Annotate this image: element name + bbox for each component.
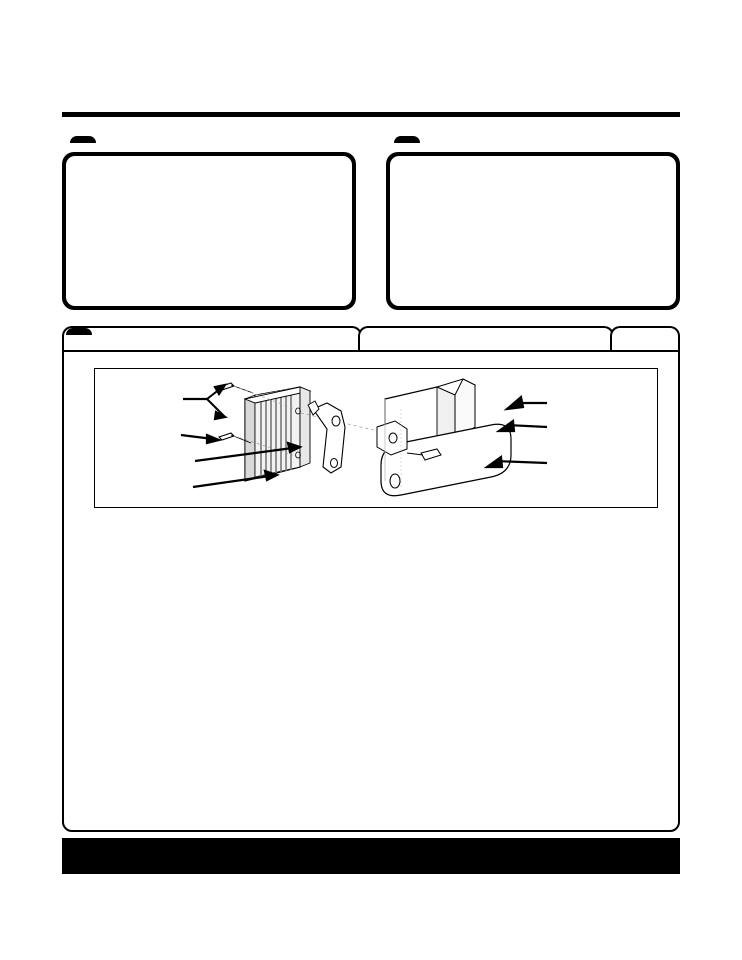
safety-disclaimer <box>62 838 680 874</box>
applications-box <box>386 152 680 310</box>
applications-list <box>390 156 676 306</box>
figure-1-illustration <box>95 369 665 507</box>
instruction-manual-tab-label <box>66 328 92 335</box>
page-number-tab <box>610 326 680 352</box>
items-supplied-box <box>62 152 356 310</box>
header-divider <box>62 112 680 117</box>
applications-tab <box>394 136 420 143</box>
instruction-manual-panel <box>62 326 680 832</box>
figure-1 <box>94 368 658 508</box>
instruction-body <box>62 350 680 832</box>
part-number-tab <box>358 326 614 352</box>
document-number-row <box>66 876 100 882</box>
instruction-manual-tab-segment <box>62 326 362 352</box>
page-header <box>62 72 680 134</box>
instruction-tab-row <box>62 326 680 352</box>
items-supplied-tab <box>70 136 96 143</box>
items-supplied-list <box>66 156 352 306</box>
document-info <box>66 876 100 882</box>
